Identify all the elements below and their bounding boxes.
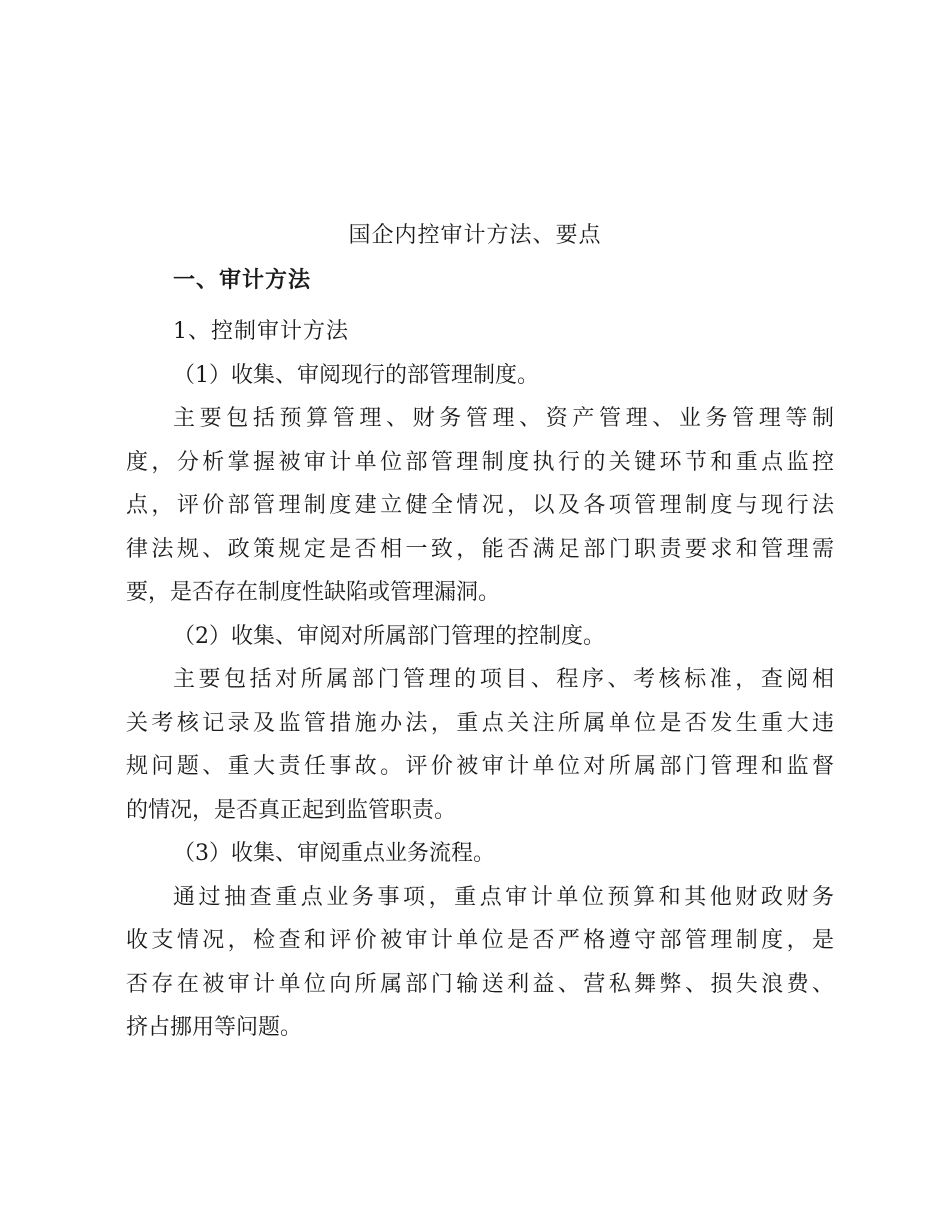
document-body (126, 310, 834, 1050)
paragraph-line: 挤占挪用等问题。 (126, 1015, 303, 1040)
paragraph-line: 通过抽查重点业务事项，重点审计单位预算和其他财政财务 (173, 884, 834, 910)
document-title: 国企内控审计方法、要点 (348, 223, 602, 248)
paragraph-line: 主要包括预算管理、财务管理、资产管理、业务管理等制 (173, 406, 834, 431)
item-2-heading: （2）收集、审阅对所属部门管理的控制度。 (173, 623, 605, 649)
paragraph-line: 关考核记录及监管措施办法，重点关注所属单位是否发生重大违 (126, 710, 834, 736)
paragraph-line: 规问题、重大责任事故。评价被审计单位对所属部门管理和监督 (126, 754, 834, 779)
paragraph-line: 的情况，是否真正起到监管职责。 (126, 797, 457, 823)
item-1-heading: （1）收集、审阅现行的部管理制度。 (173, 362, 539, 388)
paragraph-line: 度，分析掌握被审计单位部管理制度执行的关键环节和重点监控 (126, 449, 834, 475)
paragraph-line: 律法规、政策规定是否相一致，能否满足部门职责要求和管理需 (126, 536, 834, 562)
item-3-heading: （3）收集、审阅重点业务流程。 (173, 841, 495, 866)
paragraph-line: 主要包括对所属部门管理的项目、程序、考核标准，查阅相 (173, 667, 834, 692)
paragraph-line: 否存在被审计单位向所属部门输送利益、营私舞弊、损失浪费、 (126, 971, 834, 997)
subsection-heading: 1、控制审计方法 (173, 319, 349, 344)
paragraph-line: 要，是否存在制度性缺陷或管理漏洞。 (126, 580, 501, 605)
paragraph-line: 收支情况，检查和评价被审计单位是否严格遵守部管理制度，是 (126, 928, 834, 953)
paragraph-line: 点，评价部管理制度建立健全情况，以及各项管理制度与现行法 (126, 493, 834, 518)
section-heading: 一、审计方法 (173, 268, 312, 293)
